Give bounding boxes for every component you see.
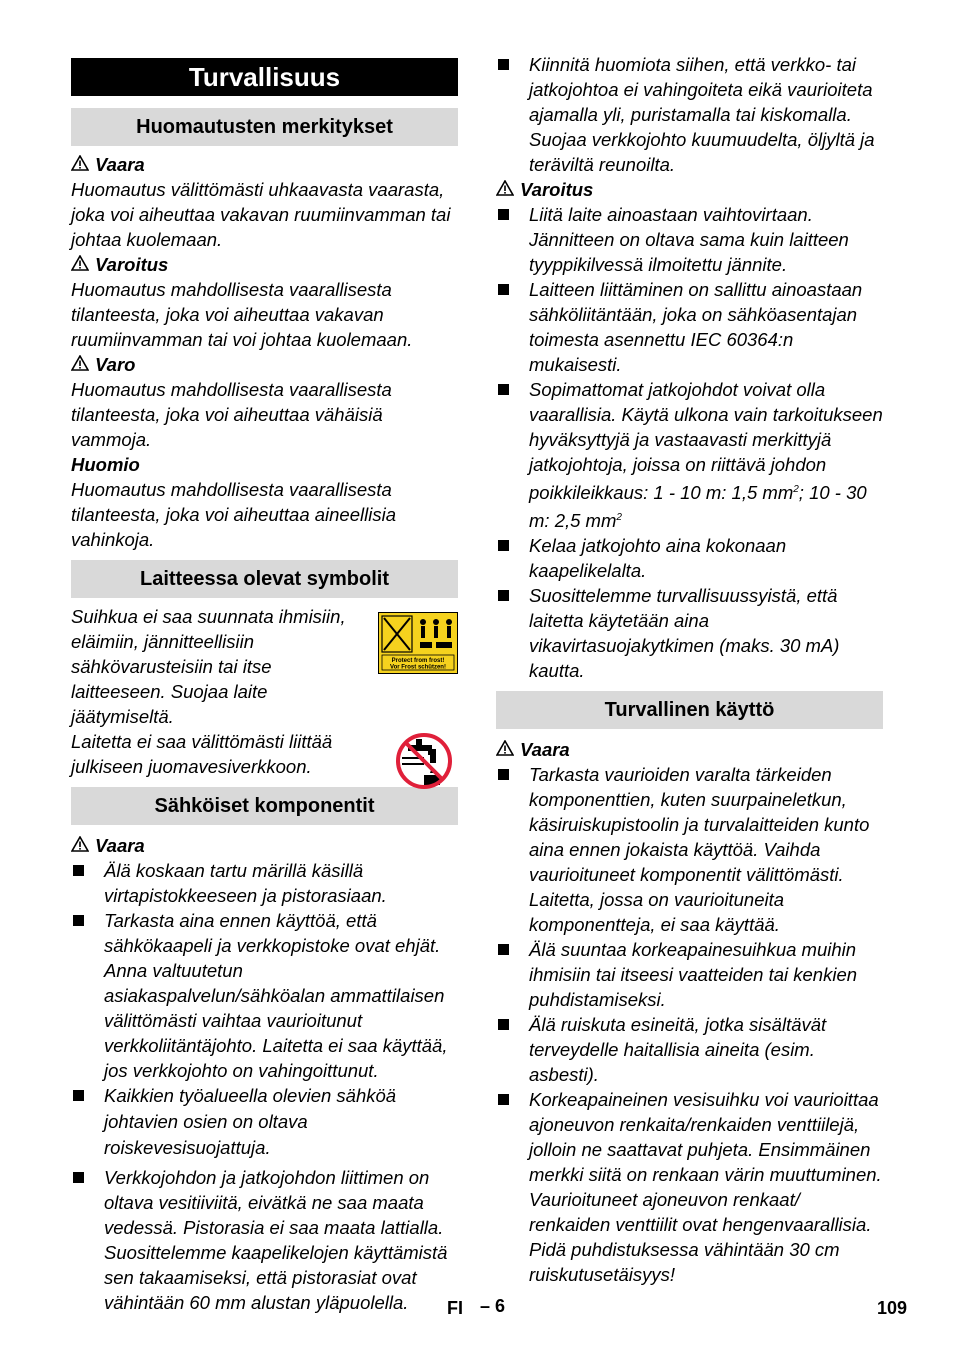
- bullet-square-icon: [498, 769, 509, 780]
- list-item: Tarkasta aina ennen käyttöä, että sähkökaapeli ja verkkopistoke ovat ehjät. Anna valtuutetun asiakaspalvelun/sähköalan ammattilaisen välittömästi vaihtaa vaurioitunut verkkoliitäntäjohto. Laitetta ei saa käyttää, jos verkkojohto on vahingoittunut.: [71, 908, 458, 1083]
- danger-label: Vaara: [71, 152, 458, 177]
- danger-label: Vaara: [496, 737, 883, 762]
- list-item: Suosittelemme turvallisuussyistä, että laitetta käytetään aina vikavirtasuojakytkimen (maks. 30 mA) kautta.: [496, 583, 883, 683]
- no-drinking-water-connection-icon: [394, 731, 454, 791]
- warning-label: Varoitus: [496, 177, 883, 202]
- note-label: Huomio: [71, 454, 140, 475]
- symbol-row-water: [71, 729, 458, 779]
- bullet-square-icon: [498, 284, 509, 295]
- warning-triangle-icon: [71, 352, 95, 377]
- section-heading-notices: Huomautusten merkitykset: [71, 108, 458, 146]
- list-item: Korkeapaineinen vesisuihku voi vaurioittaa ajoneuvon renkaita/renkaiden venttiilejä, jolloin ne saattavat puhjeta. Ensimmäinen merkki siitä on renkaan värin muuttuminen. Vaurioituneet ajoneuvon renkaat/ renkaiden venttiilit ovat hengenvaarallisia. Pidä puhdistuksessa vähintään 30 cm ruiskutusetäisyys!: [496, 1087, 883, 1287]
- frost-label-line1: Protect from frost!: [391, 658, 445, 664]
- electrical-list: [71, 858, 458, 1315]
- bullet-square-icon: [498, 209, 509, 220]
- note-text: Huomautus mahdollisesta vaarallisesta tilanteesta, joka voi aiheuttaa aineellisia vahinkoja.: [71, 479, 396, 550]
- footer-local-page: – 6: [480, 1296, 506, 1316]
- danger-label: Vaara: [71, 833, 458, 858]
- list-item-cable-section: Sopimattomat jatkojohdot voivat olla vaarallisia. Käytä ulkona vain tarkoitukseen hyväksyttyjä ja vastaavasti merkittyjä jatkojohtoja, joissa on riittävä johdon poikkileikkaus: 1 - 10 m: 1,5 $mm^2$; 10 - 30 m: 2,5 $mm^2$: [496, 377, 883, 533]
- bullet-square-icon: [498, 1019, 509, 1030]
- symbol-text-spray: Suihkua ei saa suunnata ihmisiin, eläimiin, jännitteellisiin sähkövarusteisiin tai itse laitteeseen. Suojaa laite jäätymiseltä.: [71, 606, 346, 727]
- list-item: Laitteen liittäminen on sallittu ainoastaan sähköliitäntään, joka on sähköasentajan toimesta asennettu IEC 60364:n mukaisesti.: [496, 277, 883, 377]
- warning-triangle-icon: [71, 252, 95, 277]
- left-column: [71, 58, 458, 1315]
- bullet-square-icon: [498, 384, 509, 395]
- bullet-square-icon: [498, 944, 509, 955]
- list-item: Verkkojohdon ja jatkojohdon liittimen on oltava vesitiiviitä, eivätkä ne saa maata vedessä. Pistorasia ei saa maata lattialla. Suosittelemme kaapelikelojen käyttämistä sen takaamiseksi, että pistorasiat ovat vähintään 60 mm alustan yläpuolella.: [71, 1165, 458, 1315]
- warning-triangle-icon: [496, 177, 520, 202]
- footer-language: FI: [447, 1298, 463, 1318]
- warning-triangle-icon: [496, 737, 520, 762]
- warning-triangle-icon: [71, 833, 95, 858]
- page-title: Turvallisuus: [71, 58, 458, 96]
- symbol-text-water: Laitetta ei saa välittömästi liittää julkiseen juomavesiverkkoon.: [71, 731, 333, 777]
- bullet-square-icon: [73, 1172, 84, 1183]
- list-item: Älä koskaan tartu märillä käsillä virtapistokkeeseen ja pistorasiaan.: [71, 858, 458, 908]
- bullet-square-icon: [498, 540, 509, 551]
- right-column: [496, 52, 883, 1287]
- cable-list: [496, 52, 883, 177]
- caution-label: Varo: [71, 352, 458, 377]
- list-item: Kaikkien työalueella olevien sähköä johtavien osien on oltava roiskevesisuojattuja.: [71, 1083, 458, 1161]
- frost-label-line2: Vor Frost schützen!: [390, 664, 446, 671]
- warning-text: Huomautus mahdollisesta vaarallisesta tilanteesta, joka voi aiheuttaa vakavan ruumiinvamman tai voi johtaa kuolemaan.: [71, 279, 413, 350]
- caution-text: Huomautus mahdollisesta vaarallisesta tilanteesta, joka voi aiheuttaa vähäisiä vammoja.: [71, 379, 392, 450]
- list-item: Liitä laite ainoastaan vaihtovirtaan. Jännitteen on oltava sama kuin laitteen tyyppikilvessä ilmoitettu jännite.: [496, 202, 883, 277]
- warning-triangle-icon: [71, 152, 95, 177]
- footer-page-number: 109: [877, 1298, 908, 1318]
- bullet-square-icon: [498, 59, 509, 70]
- list-item: Älä suuntaa korkeapainesuihkua muihin ihmisiin tai itseesi vaatteiden tai kenkien puhdistamiseksi.: [496, 937, 883, 1012]
- warning-list: [496, 202, 883, 683]
- list-item: Tarkasta vaurioiden varalta tärkeiden komponenttien, kuten suurpaineletkun, käsiruiskupistoolin ja turvalaitteiden kunto aina ennen jokaista käyttöä. Vaihda vaurioituneet komponentit välittömästi. Laitetta, jossa on vaurioituneita komponentteja, ei saa käyttää.: [496, 762, 883, 937]
- list-item: Älä ruiskuta esineitä, jotka sisältävät terveydelle haitallisia aineita (esim. asbesti).: [496, 1012, 883, 1087]
- danger-text: Huomautus välittömästi uhkaavasta vaarasta, joka voi aiheuttaa vakavan ruumiinvamman tai johtaa kuolemaan.: [71, 179, 451, 250]
- bullet-square-icon: [498, 590, 509, 601]
- section-heading-safe-use: Turvallinen käyttö: [496, 691, 883, 729]
- list-item: Kiinnitä huomiota siihen, että verkko- tai jatkojohtoa ei vahingoiteta eikä vaurioiteta ajamalla yli, puristamalla tai kiskomalla. Suojaa verkkojohto kuumuudelta, öljyltä ja teräviltä reunoilta.: [496, 52, 883, 177]
- warning-label: Varoitus: [71, 252, 458, 277]
- bullet-square-icon: [73, 1090, 84, 1101]
- bullet-square-icon: [498, 1094, 509, 1105]
- list-item: Kelaa jatkojohto aina kokonaan kaapelikelalta.: [496, 533, 883, 583]
- bullet-square-icon: [73, 865, 84, 876]
- safe-use-list: [496, 762, 883, 1287]
- section-heading-symbols: Laitteessa olevat symbolit: [71, 560, 458, 598]
- section-heading-electrical: Sähköiset komponentit: [71, 787, 458, 825]
- frost-warning-label-icon: [378, 612, 458, 674]
- symbol-row-frost: [71, 604, 458, 729]
- bullet-square-icon: [73, 915, 84, 926]
